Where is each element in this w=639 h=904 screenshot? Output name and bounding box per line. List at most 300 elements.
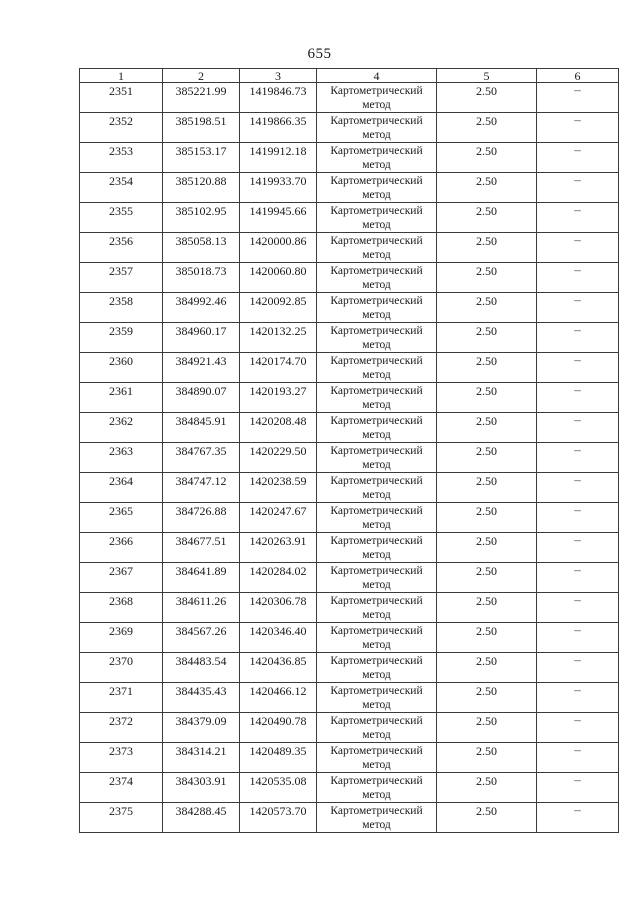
method-line-2: метод bbox=[362, 128, 391, 141]
method-cell bbox=[317, 383, 437, 413]
accuracy-cell bbox=[437, 533, 537, 563]
point-number-cell bbox=[80, 563, 163, 593]
x-coordinate-value: 384567.26 bbox=[175, 624, 227, 638]
method-text bbox=[317, 563, 436, 592]
method-text bbox=[317, 233, 436, 262]
y-coordinate-cell bbox=[240, 173, 317, 203]
method-line-1: Картометрический bbox=[330, 265, 423, 277]
point-number-value: 2363 bbox=[109, 444, 133, 458]
y-coordinate-value: 1420247.67 bbox=[249, 504, 307, 518]
x-coordinate-cell bbox=[163, 113, 240, 143]
accuracy-cell bbox=[437, 773, 537, 803]
point-number-value: 2366 bbox=[109, 534, 133, 548]
y-coordinate-cell bbox=[240, 443, 317, 473]
column-header-5: 5 bbox=[437, 69, 537, 83]
x-coordinate-cell bbox=[163, 503, 240, 533]
x-coordinate-value: 384747.12 bbox=[175, 474, 227, 488]
point-number-value: 2357 bbox=[109, 264, 133, 278]
table-row bbox=[80, 143, 619, 173]
note-cell bbox=[537, 263, 619, 293]
y-coordinate-value: 1419866.35 bbox=[249, 114, 307, 128]
point-number-cell bbox=[80, 413, 163, 443]
x-coordinate-value: 384960.17 bbox=[175, 324, 227, 338]
method-text bbox=[317, 443, 436, 472]
method-text bbox=[317, 593, 436, 622]
table-body bbox=[80, 83, 619, 833]
y-coordinate-value: 1420193.27 bbox=[249, 384, 307, 398]
method-cell bbox=[317, 413, 437, 443]
y-coordinate-value: 1420535.08 bbox=[249, 774, 307, 788]
y-coordinate-value: 1420466.12 bbox=[249, 684, 307, 698]
accuracy-value: 2.50 bbox=[476, 744, 497, 758]
method-line-1: Картометрический bbox=[330, 205, 423, 217]
point-number-value: 2359 bbox=[109, 324, 133, 338]
method-text bbox=[317, 113, 436, 142]
y-coordinate-cell bbox=[240, 803, 317, 833]
point-number-cell bbox=[80, 293, 163, 323]
point-number-value: 2371 bbox=[109, 684, 133, 698]
y-coordinate-cell bbox=[240, 623, 317, 653]
method-line-1: Картометрический bbox=[330, 325, 423, 337]
point-number-cell bbox=[80, 353, 163, 383]
method-text bbox=[317, 683, 436, 712]
x-coordinate-value: 384303.91 bbox=[175, 774, 227, 788]
y-coordinate-value: 1420132.25 bbox=[249, 324, 307, 338]
table-row bbox=[80, 743, 619, 773]
accuracy-value: 2.50 bbox=[476, 474, 497, 488]
note-cell bbox=[537, 503, 619, 533]
method-line-1: Картометрический bbox=[330, 475, 423, 487]
point-number-value: 2375 bbox=[109, 804, 133, 818]
x-coordinate-cell bbox=[163, 263, 240, 293]
x-coordinate-cell bbox=[163, 623, 240, 653]
point-number-value: 2355 bbox=[109, 204, 133, 218]
table-row bbox=[80, 323, 619, 353]
note-cell bbox=[537, 623, 619, 653]
note-value: – bbox=[574, 802, 581, 817]
y-coordinate-value: 1420174.70 bbox=[249, 354, 307, 368]
point-number-cell bbox=[80, 323, 163, 353]
note-value: – bbox=[574, 532, 581, 547]
accuracy-cell bbox=[437, 473, 537, 503]
note-cell bbox=[537, 233, 619, 263]
table-row bbox=[80, 623, 619, 653]
x-coordinate-cell bbox=[163, 683, 240, 713]
y-coordinate-value: 1420306.78 bbox=[249, 594, 307, 608]
y-coordinate-value: 1420436.85 bbox=[249, 654, 307, 668]
point-number-value: 2358 bbox=[109, 294, 133, 308]
note-value: – bbox=[574, 322, 581, 337]
point-number-cell bbox=[80, 683, 163, 713]
accuracy-value: 2.50 bbox=[476, 594, 497, 608]
method-line-2: метод bbox=[362, 638, 391, 651]
accuracy-cell bbox=[437, 203, 537, 233]
x-coordinate-value: 384767.35 bbox=[175, 444, 227, 458]
note-value: – bbox=[574, 112, 581, 127]
y-coordinate-cell bbox=[240, 563, 317, 593]
x-coordinate-cell bbox=[163, 563, 240, 593]
x-coordinate-value: 384483.54 bbox=[175, 654, 227, 668]
point-number-cell bbox=[80, 203, 163, 233]
method-line-1: Картометрический bbox=[330, 115, 423, 127]
y-coordinate-cell bbox=[240, 773, 317, 803]
method-line-1: Картометрический bbox=[330, 445, 423, 457]
method-cell bbox=[317, 233, 437, 263]
method-cell bbox=[317, 263, 437, 293]
point-number-cell bbox=[80, 653, 163, 683]
table-row bbox=[80, 173, 619, 203]
point-number-cell bbox=[80, 593, 163, 623]
point-number-cell bbox=[80, 623, 163, 653]
y-coordinate-cell bbox=[240, 503, 317, 533]
method-line-2: метод bbox=[362, 158, 391, 171]
x-coordinate-cell bbox=[163, 803, 240, 833]
point-number-value: 2367 bbox=[109, 564, 133, 578]
point-number-value: 2370 bbox=[109, 654, 133, 668]
accuracy-value: 2.50 bbox=[476, 534, 497, 548]
note-value: – bbox=[574, 442, 581, 457]
accuracy-value: 2.50 bbox=[476, 324, 497, 338]
x-coordinate-value: 385102.95 bbox=[175, 204, 227, 218]
point-number-cell bbox=[80, 113, 163, 143]
method-line-1: Картометрический bbox=[330, 535, 423, 547]
x-coordinate-value: 384611.26 bbox=[175, 594, 227, 608]
accuracy-cell bbox=[437, 263, 537, 293]
note-value: – bbox=[574, 622, 581, 637]
y-coordinate-value: 1420238.59 bbox=[249, 474, 307, 488]
method-cell bbox=[317, 83, 437, 113]
accuracy-value: 2.50 bbox=[476, 684, 497, 698]
accuracy-cell bbox=[437, 443, 537, 473]
method-line-2: метод bbox=[362, 698, 391, 711]
column-header-6: 6 bbox=[537, 69, 619, 83]
y-coordinate-value: 1420263.91 bbox=[249, 534, 307, 548]
y-coordinate-value: 1419933.70 bbox=[249, 174, 307, 188]
x-coordinate-cell bbox=[163, 83, 240, 113]
table-row bbox=[80, 563, 619, 593]
point-number-value: 2356 bbox=[109, 234, 133, 248]
table-row bbox=[80, 803, 619, 833]
accuracy-value: 2.50 bbox=[476, 144, 497, 158]
method-text bbox=[317, 623, 436, 652]
table-row bbox=[80, 593, 619, 623]
x-coordinate-cell bbox=[163, 773, 240, 803]
accuracy-value: 2.50 bbox=[476, 714, 497, 728]
method-text bbox=[317, 803, 436, 832]
method-text bbox=[317, 773, 436, 802]
note-value: – bbox=[574, 232, 581, 247]
y-coordinate-value: 1420208.48 bbox=[249, 414, 307, 428]
y-coordinate-cell bbox=[240, 743, 317, 773]
y-coordinate-cell bbox=[240, 263, 317, 293]
note-cell bbox=[537, 323, 619, 353]
x-coordinate-cell bbox=[163, 353, 240, 383]
note-cell bbox=[537, 803, 619, 833]
y-coordinate-cell bbox=[240, 323, 317, 353]
method-cell bbox=[317, 113, 437, 143]
y-coordinate-cell bbox=[240, 293, 317, 323]
x-coordinate-cell bbox=[163, 173, 240, 203]
y-coordinate-cell bbox=[240, 413, 317, 443]
note-cell bbox=[537, 113, 619, 143]
x-coordinate-cell bbox=[163, 203, 240, 233]
point-number-value: 2374 bbox=[109, 774, 133, 788]
method-text bbox=[317, 473, 436, 502]
x-coordinate-cell bbox=[163, 443, 240, 473]
note-value: – bbox=[574, 82, 581, 97]
x-coordinate-value: 385198.51 bbox=[175, 114, 227, 128]
accuracy-cell bbox=[437, 803, 537, 833]
table-row bbox=[80, 353, 619, 383]
table-row bbox=[80, 503, 619, 533]
method-text bbox=[317, 413, 436, 442]
note-value: – bbox=[574, 202, 581, 217]
x-coordinate-value: 385018.73 bbox=[175, 264, 227, 278]
note-cell bbox=[537, 143, 619, 173]
x-coordinate-value: 384890.07 bbox=[175, 384, 227, 398]
point-number-value: 2373 bbox=[109, 744, 133, 758]
method-line-2: метод bbox=[362, 278, 391, 291]
header-row bbox=[80, 69, 619, 83]
method-cell bbox=[317, 143, 437, 173]
point-number-cell bbox=[80, 773, 163, 803]
x-coordinate-cell bbox=[163, 143, 240, 173]
method-line-2: метод bbox=[362, 458, 391, 471]
method-line-1: Картометрический bbox=[330, 415, 423, 427]
note-value: – bbox=[574, 592, 581, 607]
accuracy-value: 2.50 bbox=[476, 234, 497, 248]
x-coordinate-value: 384845.91 bbox=[175, 414, 227, 428]
method-cell bbox=[317, 743, 437, 773]
note-cell bbox=[537, 443, 619, 473]
x-coordinate-value: 384677.51 bbox=[175, 534, 227, 548]
y-coordinate-value: 1420000.86 bbox=[249, 234, 307, 248]
method-line-1: Картометрический bbox=[330, 505, 423, 517]
note-value: – bbox=[574, 742, 581, 757]
y-coordinate-value: 1420060.80 bbox=[249, 264, 307, 278]
y-coordinate-value: 1420092.85 bbox=[249, 294, 307, 308]
column-header-3: 3 bbox=[240, 69, 317, 83]
y-coordinate-value: 1419945.66 bbox=[249, 204, 307, 218]
point-number-cell bbox=[80, 713, 163, 743]
method-line-2: метод bbox=[362, 488, 391, 501]
y-coordinate-cell bbox=[240, 143, 317, 173]
note-cell bbox=[537, 293, 619, 323]
table-row bbox=[80, 263, 619, 293]
note-cell bbox=[537, 743, 619, 773]
y-coordinate-cell bbox=[240, 83, 317, 113]
accuracy-value: 2.50 bbox=[476, 354, 497, 368]
method-line-1: Картометрический bbox=[330, 745, 423, 757]
point-number-cell bbox=[80, 743, 163, 773]
method-cell bbox=[317, 473, 437, 503]
x-coordinate-value: 384435.43 bbox=[175, 684, 227, 698]
y-coordinate-value: 1420489.35 bbox=[249, 744, 307, 758]
page-number: 655 bbox=[307, 46, 332, 62]
note-cell bbox=[537, 683, 619, 713]
table-row bbox=[80, 773, 619, 803]
method-cell bbox=[317, 323, 437, 353]
note-cell bbox=[537, 203, 619, 233]
method-cell bbox=[317, 653, 437, 683]
method-line-2: метод bbox=[362, 818, 391, 831]
point-number-cell bbox=[80, 443, 163, 473]
method-text bbox=[317, 353, 436, 382]
point-number-value: 2353 bbox=[109, 144, 133, 158]
method-line-1: Картометрический bbox=[330, 595, 423, 607]
table-row bbox=[80, 653, 619, 683]
y-coordinate-cell bbox=[240, 383, 317, 413]
point-number-value: 2365 bbox=[109, 504, 133, 518]
method-text bbox=[317, 533, 436, 562]
point-number-cell bbox=[80, 383, 163, 413]
accuracy-cell bbox=[437, 83, 537, 113]
note-cell bbox=[537, 563, 619, 593]
method-line-1: Картометрический bbox=[330, 355, 423, 367]
method-text bbox=[317, 143, 436, 172]
y-coordinate-value: 1420573.70 bbox=[249, 804, 307, 818]
x-coordinate-value: 385058.13 bbox=[175, 234, 227, 248]
note-value: – bbox=[574, 382, 581, 397]
method-cell bbox=[317, 293, 437, 323]
table-row bbox=[80, 383, 619, 413]
table-row bbox=[80, 683, 619, 713]
method-text bbox=[317, 203, 436, 232]
method-line-2: метод bbox=[362, 728, 391, 741]
x-coordinate-cell bbox=[163, 593, 240, 623]
method-line-2: метод bbox=[362, 98, 391, 111]
y-coordinate-cell bbox=[240, 473, 317, 503]
note-value: – bbox=[574, 412, 581, 427]
method-line-2: метод bbox=[362, 668, 391, 681]
coordinates-table bbox=[79, 68, 619, 833]
accuracy-value: 2.50 bbox=[476, 504, 497, 518]
x-coordinate-cell bbox=[163, 233, 240, 263]
accuracy-cell bbox=[437, 383, 537, 413]
note-cell bbox=[537, 413, 619, 443]
method-line-2: метод bbox=[362, 248, 391, 261]
point-number-cell bbox=[80, 83, 163, 113]
method-line-1: Картометрический bbox=[330, 85, 423, 97]
point-number-cell bbox=[80, 803, 163, 833]
accuracy-value: 2.50 bbox=[476, 624, 497, 638]
y-coordinate-value: 1419912.18 bbox=[249, 144, 307, 158]
method-line-2: метод bbox=[362, 428, 391, 441]
table-row bbox=[80, 443, 619, 473]
method-line-1: Картометрический bbox=[330, 805, 423, 817]
x-coordinate-value: 385221.99 bbox=[175, 84, 227, 98]
accuracy-cell bbox=[437, 713, 537, 743]
y-coordinate-cell bbox=[240, 593, 317, 623]
method-line-2: метод bbox=[362, 188, 391, 201]
method-line-2: метод bbox=[362, 368, 391, 381]
method-line-2: метод bbox=[362, 308, 391, 321]
method-line-1: Картометрический bbox=[330, 715, 423, 727]
x-coordinate-cell bbox=[163, 413, 240, 443]
x-coordinate-value: 384641.89 bbox=[175, 564, 227, 578]
note-cell bbox=[537, 173, 619, 203]
method-text bbox=[317, 713, 436, 742]
accuracy-value: 2.50 bbox=[476, 204, 497, 218]
x-coordinate-cell bbox=[163, 383, 240, 413]
note-cell bbox=[537, 83, 619, 113]
table-header bbox=[80, 69, 619, 83]
method-line-1: Картометрический bbox=[330, 145, 423, 157]
accuracy-cell bbox=[437, 593, 537, 623]
accuracy-cell bbox=[437, 623, 537, 653]
note-value: – bbox=[574, 472, 581, 487]
point-number-cell bbox=[80, 473, 163, 503]
note-value: – bbox=[574, 502, 581, 517]
accuracy-cell bbox=[437, 683, 537, 713]
note-value: – bbox=[574, 262, 581, 277]
note-cell bbox=[537, 353, 619, 383]
x-coordinate-cell bbox=[163, 323, 240, 353]
point-number-value: 2368 bbox=[109, 594, 133, 608]
note-cell bbox=[537, 713, 619, 743]
point-number-value: 2362 bbox=[109, 414, 133, 428]
method-text bbox=[317, 653, 436, 682]
point-number-cell bbox=[80, 233, 163, 263]
method-cell bbox=[317, 623, 437, 653]
point-number-value: 2372 bbox=[109, 714, 133, 728]
y-coordinate-cell bbox=[240, 533, 317, 563]
method-text bbox=[317, 503, 436, 532]
accuracy-cell bbox=[437, 563, 537, 593]
accuracy-value: 2.50 bbox=[476, 564, 497, 578]
method-line-1: Картометрический bbox=[330, 625, 423, 637]
y-coordinate-value: 1420346.40 bbox=[249, 624, 307, 638]
method-line-1: Картометрический bbox=[330, 235, 423, 247]
y-coordinate-cell bbox=[240, 713, 317, 743]
accuracy-value: 2.50 bbox=[476, 84, 497, 98]
method-text bbox=[317, 323, 436, 352]
method-line-1: Картометрический bbox=[330, 385, 423, 397]
y-coordinate-cell bbox=[240, 113, 317, 143]
point-number-value: 2361 bbox=[109, 384, 133, 398]
x-coordinate-cell bbox=[163, 653, 240, 683]
method-line-2: метод bbox=[362, 218, 391, 231]
x-coordinate-value: 385120.88 bbox=[175, 174, 227, 188]
method-cell bbox=[317, 503, 437, 533]
point-number-value: 2360 bbox=[109, 354, 133, 368]
x-coordinate-value: 384992.46 bbox=[175, 294, 227, 308]
table-row bbox=[80, 203, 619, 233]
y-coordinate-value: 1419846.73 bbox=[249, 84, 307, 98]
method-cell bbox=[317, 563, 437, 593]
y-coordinate-cell bbox=[240, 233, 317, 263]
method-text bbox=[317, 743, 436, 772]
method-line-2: метод bbox=[362, 788, 391, 801]
x-coordinate-cell bbox=[163, 473, 240, 503]
note-value: – bbox=[574, 652, 581, 667]
accuracy-value: 2.50 bbox=[476, 264, 497, 278]
accuracy-cell bbox=[437, 293, 537, 323]
method-line-1: Картометрический bbox=[330, 565, 423, 577]
method-cell bbox=[317, 203, 437, 233]
point-number-cell bbox=[80, 503, 163, 533]
table-row bbox=[80, 413, 619, 443]
table-row bbox=[80, 293, 619, 323]
accuracy-value: 2.50 bbox=[476, 294, 497, 308]
x-coordinate-cell bbox=[163, 743, 240, 773]
note-cell bbox=[537, 653, 619, 683]
y-coordinate-value: 1420490.78 bbox=[249, 714, 307, 728]
method-line-1: Картометрический bbox=[330, 175, 423, 187]
accuracy-cell bbox=[437, 353, 537, 383]
method-cell bbox=[317, 713, 437, 743]
accuracy-cell bbox=[437, 653, 537, 683]
